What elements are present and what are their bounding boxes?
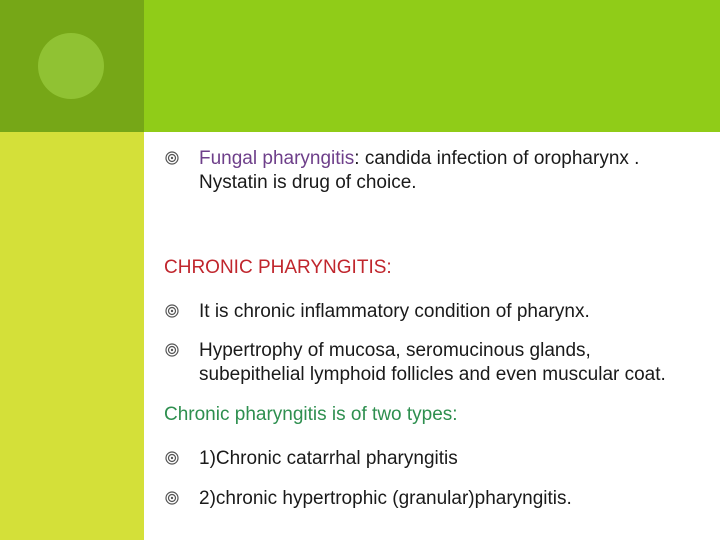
target-bullet-icon [165,343,179,357]
slide-content [144,132,720,540]
heading-two-types: Chronic pharyngitis is of two types: [164,404,458,425]
bullet-text [199,147,710,195]
heading-chronic-pharyngitis: CHRONIC PHARYNGITIS: [164,257,392,278]
term-fungal-pharyngitis: Fungal pharyngitis [199,148,355,169]
target-bullet-icon [165,304,179,318]
bullet1-line2: Nystatin is drug of choice. [199,172,417,193]
target-bullet-icon [165,451,179,465]
target-bullet-icon [165,151,179,165]
bullet1-line1: : candida infection of oropharynx . [354,148,640,169]
bullet-text: 1)Chronic catarrhal pharyngitis [199,448,458,469]
bullet-text: 2)chronic hypertrophic (granular)pharyngitis. [199,488,572,509]
bullet3-line1: Hypertrophy of mucosa, seromucinous glands, [199,340,591,361]
bullet-text [199,339,710,387]
decorative-title-band [144,0,720,132]
target-bullet-icon [165,491,179,505]
decorative-circle [38,33,104,99]
bullet-text: It is chronic inflammatory condition of pharynx. [199,301,590,322]
decorative-lime-sidebar [0,132,144,540]
bullet3-line2: subepithelial lymphoid follicles and even muscular coat. [199,364,666,385]
